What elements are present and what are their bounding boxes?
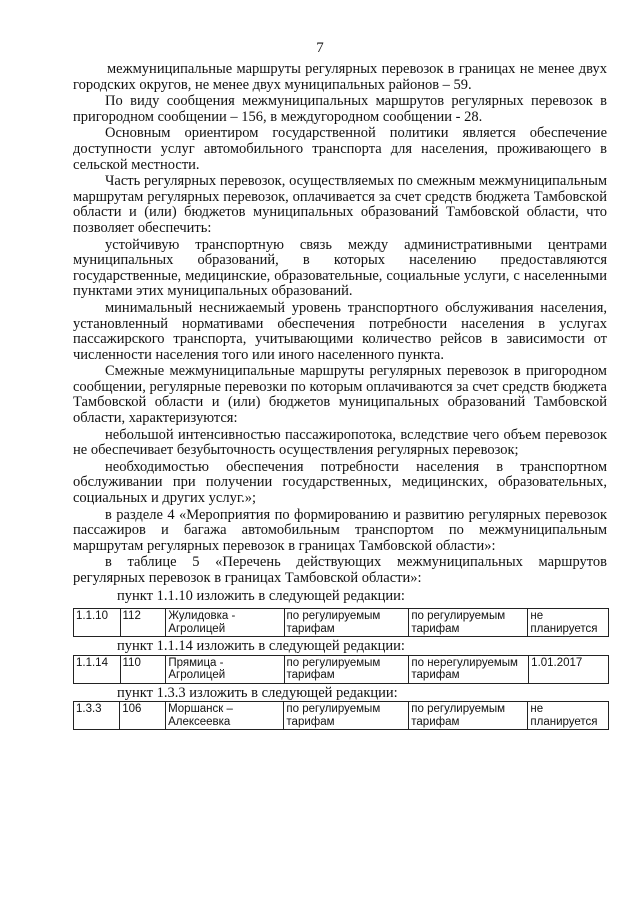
- route-table: [73, 655, 609, 684]
- paragraph: минимальный неснижаемый уровень транспортного обслуживания населения, установленный нормативами обеспечения потребности населения в услугах пассажирского транспорта, учитывающими количество рейсов в зависимости от численности населения того или иного населенного пункта.: [73, 299, 607, 363]
- table-cell-current-tariff: по регулируемым тарифам: [284, 702, 409, 730]
- table-cell-number: 1.3.3: [74, 702, 120, 730]
- section-heading: пункт 1.1.10 изложить в следующей редакции:: [117, 587, 405, 604]
- table-cell-route-id: 110: [120, 655, 166, 683]
- table-cell-current-tariff: по регулируемым тарифам: [284, 609, 409, 637]
- route-table: [73, 701, 609, 730]
- table-cell-route-id: 106: [120, 702, 166, 730]
- paragraph: Основным ориентиром государственной политики является обеспечение доступности услуг автомобильного транспорта для населения, проживающего в сельской местности.: [73, 125, 607, 173]
- table-cell-route-id: 112: [120, 609, 166, 637]
- document-body: [73, 62, 607, 730]
- paragraph: необходимостью обеспечения потребности населения в транспортном обслуживании при получении государственных, медицинских, образовательных, социальных и других услуг.»;: [73, 458, 607, 507]
- paragraph: межмуниципальные маршруты регулярных перевозок в границах не менее двух городских округов, не менее двух муниципальных районов – 59.: [73, 61, 607, 93]
- table-row: [74, 702, 609, 730]
- table-row: [74, 609, 609, 637]
- table-cell-number: 1.1.10: [74, 609, 121, 637]
- table-cell-route-name: Прямица - Агролицей: [166, 655, 284, 683]
- table-cell-route-name: Моршанск – Алексеевка: [166, 702, 284, 730]
- table-cell-date: не планируется: [528, 609, 609, 637]
- paragraph: Смежные межмуниципальные маршруты регулярных перевозок в пригородном сообщении, регулярные перевозки по которым оплачиваются за счет средств бюджета Тамбовской области и (или) бюджетов муниципальных образований Тамбовской области, характеризуются:: [73, 363, 607, 427]
- table-row: [74, 655, 609, 683]
- paragraph: устойчивую транспортную связь между административными центрами муниципальных образований, в которых населению предоставляются государственные, медицинские, образовательные, социальные услуги, с населенными пунктами этих муниципальных образований.: [73, 236, 607, 300]
- page-number: 7: [316, 40, 324, 56]
- paragraph: По виду сообщения межмуниципальных маршрутов регулярных перевозок в пригородном сообщении – 156, в междугородном сообщении - 28.: [73, 93, 607, 125]
- table-cell-planned-tariff: по нерегулируемым тарифам: [409, 655, 529, 683]
- table-cell-date: не планируется: [528, 702, 609, 730]
- paragraph: в разделе 4 «Мероприятия по формированию и развитию регулярных перевозок пассажиров и багажа автомобильным транспортом по межмуниципальным маршрутам регулярных перевозок в границах Тамбовской области»:: [73, 506, 607, 554]
- table-cell-route-name: Жулидовка - Агролицей: [166, 609, 284, 637]
- table-cell-planned-tariff: по регулируемым тарифам: [409, 609, 528, 637]
- section-heading: пункт 1.1.14 изложить в следующей редакции:: [117, 638, 405, 655]
- table-cell-number: 1.1.14: [74, 655, 121, 683]
- route-table: [73, 608, 609, 637]
- paragraph: небольшой интенсивностью пассажиропотока, вследствие чего объем перевозок не обеспечивает безубыточность осуществления регулярных перевозок;: [73, 426, 607, 459]
- paragraph: в таблице 5 «Перечень действующих межмуниципальных маршрутов регулярных перевозок в границах Тамбовской области»:: [73, 554, 607, 586]
- table-cell-current-tariff: по регулируемым тарифам: [284, 655, 409, 683]
- section-heading: пункт 1.3.3 изложить в следующей редакции:: [117, 684, 398, 701]
- paragraph: Часть регулярных перевозок, осуществляемых по смежным межмуниципальным маршрутам регулярных перевозок, оплачивается за счет средств бюджета Тамбовской области и (или) бюджетов муниципальных образований Тамбовской области, что позволяет обеспечить:: [73, 173, 607, 236]
- table-cell-date: 1.01.2017: [529, 655, 609, 683]
- table-cell-planned-tariff: по регулируемым тарифам: [409, 702, 528, 730]
